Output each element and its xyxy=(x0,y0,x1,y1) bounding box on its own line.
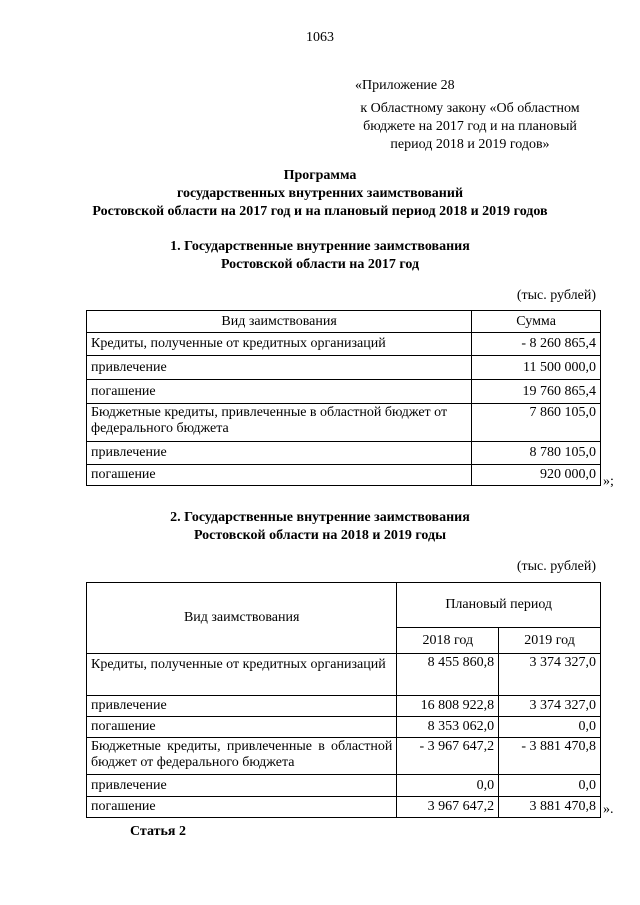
row-name: погашение xyxy=(87,465,472,486)
table-row xyxy=(87,404,601,442)
row-value-2018: 0,0 xyxy=(397,775,499,797)
row-name: привлечение xyxy=(87,442,472,465)
table-row xyxy=(87,465,601,486)
col-header-period: Плановый период xyxy=(397,583,601,628)
row-name: погашение xyxy=(87,717,397,738)
row-name: привлечение xyxy=(87,696,397,717)
row-value: 8 780 105,0 xyxy=(472,442,601,465)
col-header-2019: 2019 год xyxy=(499,628,601,654)
table-row xyxy=(87,696,601,717)
table-row xyxy=(87,380,601,404)
appendix-line: бюджете на 2017 год и на плановый xyxy=(363,119,577,134)
section1-heading-line: 1. Государственные внутренние заимствования xyxy=(170,239,470,254)
col-header-2018: 2018 год xyxy=(397,628,499,654)
program-title-line: государственных внутренних заимствований xyxy=(176,186,464,201)
appendix-line: к Областному закону «Об областном xyxy=(360,101,580,116)
row-value-2019: 3 374 327,0 xyxy=(499,696,601,717)
row-name: погашение xyxy=(87,380,472,404)
appendix-title: «Приложение 28 xyxy=(355,78,455,93)
table-row xyxy=(87,738,601,775)
row-name: Бюджетные кредиты, привлеченные в областной бюджет от федерального бюджета xyxy=(87,738,397,775)
appendix-subtitle xyxy=(340,100,600,154)
row-name: Бюджетные кредиты, привлеченные в областной бюджет от федерального бюджета xyxy=(87,404,472,442)
table-row xyxy=(87,775,601,797)
section1-table xyxy=(86,310,601,486)
row-value: 19 760 865,4 xyxy=(472,380,601,404)
row-name: Кредиты, полученные от кредитных организаций xyxy=(87,333,472,356)
row-value-2019: 3 374 327,0 xyxy=(499,654,601,696)
program-title-line: Программа xyxy=(283,168,357,183)
row-value-2018: 3 967 647,2 xyxy=(397,797,499,818)
table-row xyxy=(87,356,601,380)
page-number: 1063 xyxy=(306,30,334,45)
table-header-row xyxy=(87,311,601,333)
row-value-2018: 16 808 922,8 xyxy=(397,696,499,717)
section2-closing: ». xyxy=(603,802,614,817)
row-value-2018: 8 455 860,8 xyxy=(397,654,499,696)
section2-table xyxy=(86,582,601,818)
section1-closing: »; xyxy=(603,474,614,489)
row-name: привлечение xyxy=(87,356,472,380)
article-heading: Статья 2 xyxy=(130,824,186,839)
row-value: 920 000,0 xyxy=(472,465,601,486)
row-value: - 8 260 865,4 xyxy=(472,333,601,356)
row-value-2019: - 3 881 470,8 xyxy=(499,738,601,775)
col-header-type: Вид заимствования xyxy=(87,583,397,654)
section2-heading xyxy=(0,509,640,545)
table-row xyxy=(87,797,601,818)
table-row xyxy=(87,442,601,465)
row-name: привлечение xyxy=(87,775,397,797)
row-value-2018: 8 353 062,0 xyxy=(397,717,499,738)
table-row xyxy=(87,333,601,356)
table-row xyxy=(87,717,601,738)
section1-unit: (тыс. рублей) xyxy=(516,288,596,303)
appendix-line: период 2018 и 2019 годов» xyxy=(390,137,550,152)
col-header-sum: Сумма xyxy=(472,311,601,333)
table-row xyxy=(87,654,601,696)
section2-heading-line: Ростовской области на 2018 и 2019 годы xyxy=(193,528,447,543)
col-header-type: Вид заимствования xyxy=(87,311,472,333)
row-name: погашение xyxy=(87,797,397,818)
row-value-2019: 3 881 470,8 xyxy=(499,797,601,818)
section2-heading-line: 2. Государственные внутренние заимствования xyxy=(170,510,470,525)
row-value: 7 860 105,0 xyxy=(472,404,601,442)
section1-heading xyxy=(0,238,640,274)
row-value-2018: - 3 967 647,2 xyxy=(397,738,499,775)
section2-unit: (тыс. рублей) xyxy=(516,559,596,574)
row-value-2019: 0,0 xyxy=(499,775,601,797)
section1-heading-line: Ростовской области на 2017 год xyxy=(220,257,420,272)
row-value-2019: 0,0 xyxy=(499,717,601,738)
row-value: 11 500 000,0 xyxy=(472,356,601,380)
row-name: Кредиты, полученные от кредитных организаций xyxy=(87,654,397,696)
table-header-row xyxy=(87,583,601,628)
program-title-line: Ростовской области на 2017 год и на плановый период 2018 и 2019 годов xyxy=(92,204,548,219)
program-title xyxy=(0,167,640,221)
